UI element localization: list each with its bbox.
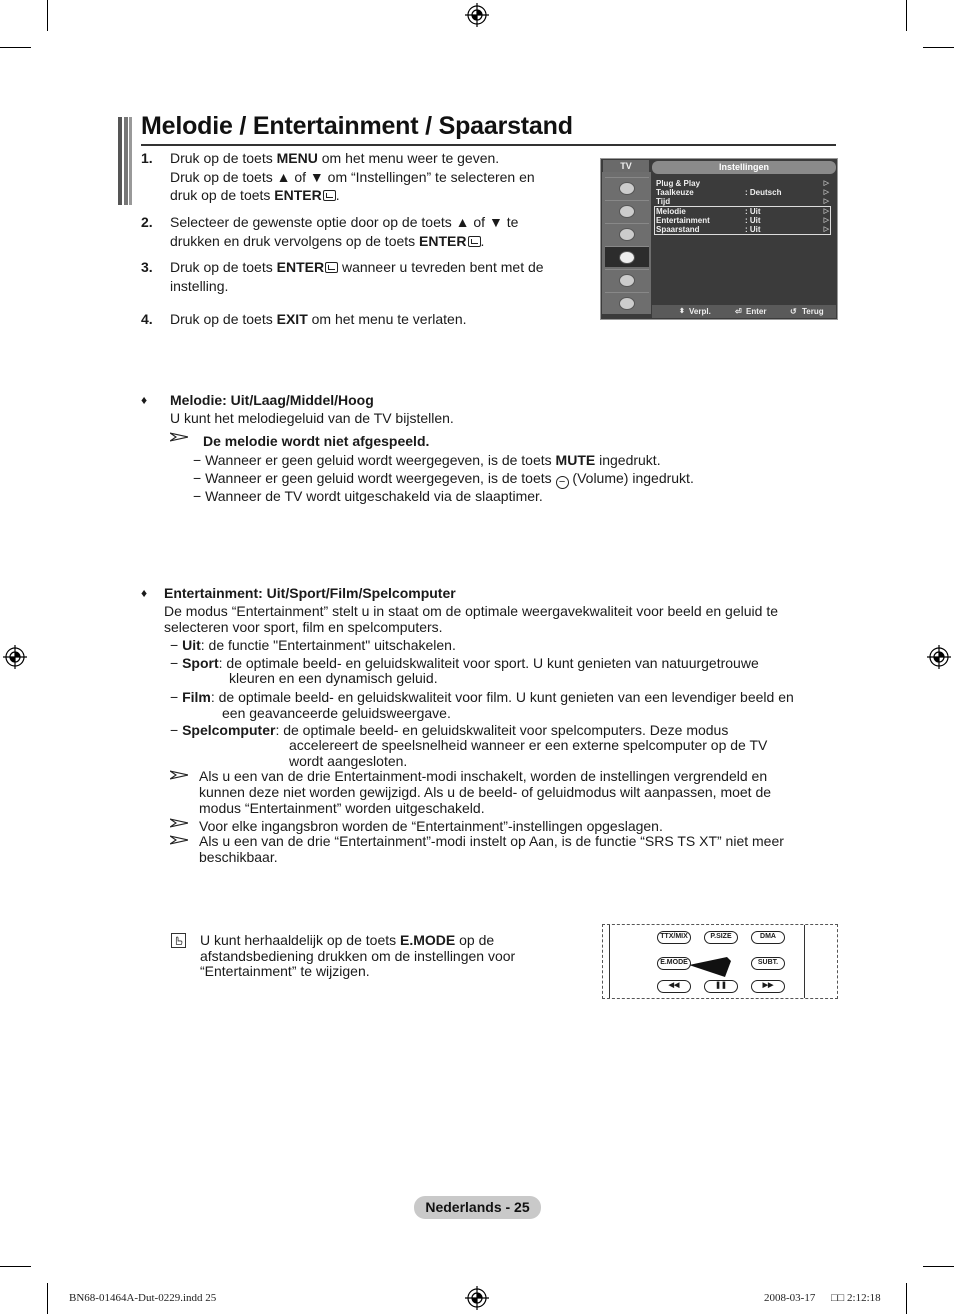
section-description: U kunt het melodiegeluid van de TV bijstellen. xyxy=(170,410,454,426)
key-label: MENU xyxy=(276,150,318,166)
mode-item-film-cont: een geavanceerde geluidsweergave. xyxy=(222,705,451,721)
note-arrow-icon xyxy=(170,432,188,442)
title-divider xyxy=(141,144,836,146)
crop-mark xyxy=(0,47,31,48)
section-description: De modus “Entertainment” stelt u in staat om de optimale weergavekwaliteit voor beeld en geluid te xyxy=(164,603,778,619)
registration-mark-icon xyxy=(465,3,489,27)
slug-time: □□ 2:12:18 xyxy=(831,1292,881,1304)
note-arrow-icon xyxy=(170,770,188,780)
mode-item-sport-cont: kleuren en een dynamisch geluid. xyxy=(229,670,438,686)
enter-icon xyxy=(325,262,338,273)
key-label: EXIT xyxy=(276,311,308,327)
return-icon: ↺ xyxy=(790,307,797,316)
key-label: MUTE xyxy=(555,452,596,468)
tip-text: U kunt herhaaldelijk op de toets E.MODE op de afstandsbediening drukken om de instellingen voor “Entertainment” te wijzigen. xyxy=(200,932,516,979)
note-arrow-icon xyxy=(170,818,188,828)
play-arrow-icon: ▷ xyxy=(823,226,829,233)
tv-menu-row: Plug & Play ▷ xyxy=(656,179,829,188)
step-number: 4. xyxy=(141,311,153,327)
tv-menu-row: Melodie : Uit ▷ xyxy=(656,207,829,216)
registration-mark-icon xyxy=(3,645,27,669)
play-arrow-icon: ▷ xyxy=(823,180,829,187)
title-accent-bar xyxy=(118,117,132,205)
application-icon xyxy=(605,292,649,313)
section-heading: Melodie: Uit/Laag/Middel/Hoog xyxy=(170,392,374,408)
subt-button: SUBT. xyxy=(751,957,785,970)
note-item: − Wanneer er geen geluid wordt weergegeven, is de toets MUTE ingedrukt. xyxy=(193,452,661,468)
crop-mark xyxy=(47,0,48,31)
mode-item-uit: − Uit: de functie "Entertainment" uitschakelen. xyxy=(170,637,456,653)
key-label: ENTER xyxy=(276,259,325,275)
picture-icon xyxy=(605,177,649,198)
page-number-badge: Nederlands - 25 xyxy=(414,1196,541,1219)
fast-forward-button: ▶▶ xyxy=(751,980,785,993)
crop-mark xyxy=(0,1266,31,1267)
pause-button: ❚❚ xyxy=(704,980,738,993)
tv-menu-screenshot xyxy=(600,158,838,320)
play-arrow-icon: ▷ xyxy=(823,208,829,215)
p-size-button: P.SIZE xyxy=(704,931,738,944)
page-title: Melodie / Entertainment / Spaarstand xyxy=(141,112,573,140)
tv-menu-row: Tijd ▷ xyxy=(656,197,829,206)
registration-mark-icon xyxy=(927,645,951,669)
step-text: Selecteer de gewenste optie door op de toets ▲ of ▼ te drukken en druk vervolgens op de toets ENTER . xyxy=(170,214,519,249)
crop-mark xyxy=(906,0,907,31)
remote-control-illustration xyxy=(602,924,838,999)
key-label: E.MODE xyxy=(400,932,456,948)
note-text: Als u een van de drie “Entertainment”-modi instelt op Aan, is de functie “SRS TS XT” niet meer beschikbaar. xyxy=(199,833,784,865)
tv-menu-row: Spaarstand : Uit ▷ xyxy=(656,225,829,234)
channel-icon xyxy=(605,223,649,244)
note-text: Voor elke ingangsbron worden de “Entertainment”-instellingen opgeslagen. xyxy=(199,818,663,834)
bullet-diamond-icon: ♦ xyxy=(141,586,148,600)
volume-minus-icon: − xyxy=(556,476,569,489)
key-label: ENTER xyxy=(419,232,467,249)
step-number: 1. xyxy=(141,150,153,166)
section-heading: Entertainment: Uit/Sport/Film/Spelcomputer xyxy=(164,585,456,601)
tv-menu-footer: ⬍ Verpl. ⏎ Enter ↺ Terug xyxy=(652,305,836,318)
play-arrow-icon: ▷ xyxy=(823,198,829,205)
updown-icon: ⬍ xyxy=(679,308,685,315)
crop-mark xyxy=(906,1283,907,1314)
note-heading: De melodie wordt niet afgespeeld. xyxy=(203,433,430,449)
note-item: − Wanneer er geen geluid wordt weergegeven, is de toets − (Volume) ingedrukt. xyxy=(193,470,694,488)
section-description: selecteren voor sport, film en spelcomputers. xyxy=(164,619,443,635)
play-arrow-icon: ▷ xyxy=(823,217,829,224)
mode-item-spelcomputer-cont: wordt aangesloten. xyxy=(289,753,408,769)
step-text: Druk op de toets EXIT om het menu te verlaten. xyxy=(170,311,467,327)
step-number: 3. xyxy=(141,259,153,275)
bullet-diamond-icon: ♦ xyxy=(141,393,148,407)
mode-item-spelcomputer-cont: accelereert de speelsnelheid wanneer er een externe spelcomputer op de TV xyxy=(289,737,768,753)
step-number: 2. xyxy=(141,214,153,230)
tv-menu-sidebar xyxy=(602,172,651,314)
registration-mark-icon xyxy=(465,1286,489,1310)
tv-menu-row: Taalkeuze : Deutsch ▷ xyxy=(656,188,829,197)
step-text: Druk op de toets MENU om het menu weer te geven. Druk op de toets ▲ of ▼ om “Instellingen” te selecteren en druk op de toets ENTER . xyxy=(170,150,535,203)
sound-icon xyxy=(605,200,649,221)
tv-menu-header: Instellingen xyxy=(652,161,836,174)
key-label: ENTER xyxy=(274,187,322,203)
rewind-button: ◀◀ xyxy=(657,980,691,993)
memo-hand-icon xyxy=(171,933,186,948)
ttx-mix-button: TTX/MIX xyxy=(657,931,691,944)
note-item: − Wanneer de TV wordt uitgeschakeld via de slaaptimer. xyxy=(193,488,543,504)
enter-icon: ⏎ xyxy=(735,307,742,316)
enter-icon xyxy=(468,236,481,247)
mode-item-sport: − Sport: de optimale beeld- en geluidskwaliteit voor sport. U kunt genieten van natuurgetrouwe xyxy=(170,655,759,671)
note-arrow-icon xyxy=(170,835,188,845)
input-icon xyxy=(605,269,649,290)
e-mode-button: E.MODE xyxy=(657,957,691,970)
step-text: Druk op de toets ENTER wanneer u tevreden bent met de instelling. xyxy=(170,259,544,294)
crop-mark xyxy=(923,1266,954,1267)
pointer-hand-icon xyxy=(689,955,739,979)
slug-file: BN68-01464A-Dut-0229.indd 25 xyxy=(69,1292,217,1304)
dma-button: DMA xyxy=(751,931,785,944)
crop-mark xyxy=(923,47,954,48)
settings-gear-icon xyxy=(605,246,649,267)
mode-item-film: − Film: de optimale beeld- en geluidskwaliteit voor film. U kunt genieten van een levendiger beeld en xyxy=(170,689,794,705)
slug-date: 2008-03-17 xyxy=(764,1292,816,1304)
play-arrow-icon: ▷ xyxy=(823,189,829,196)
mode-item-spelcomputer: − Spelcomputer: de optimale beeld- en geluidskwaliteit voor spelcomputers. Deze modus xyxy=(170,722,729,738)
tv-menu-tab: TV xyxy=(603,160,649,172)
note-text: Als u een van de drie Entertainment-modi inschakelt, worden de instellingen vergrendeld en kunnen deze niet worden gewijzigd. Als u de beeld- of geluidmodus wilt aanpassen, moet de modus “Entertainment” worden uitgeschakeld. xyxy=(199,768,772,816)
tv-menu-row: Entertainment : Uit ▷ xyxy=(656,216,829,225)
enter-icon xyxy=(323,190,336,201)
crop-mark xyxy=(47,1283,48,1314)
